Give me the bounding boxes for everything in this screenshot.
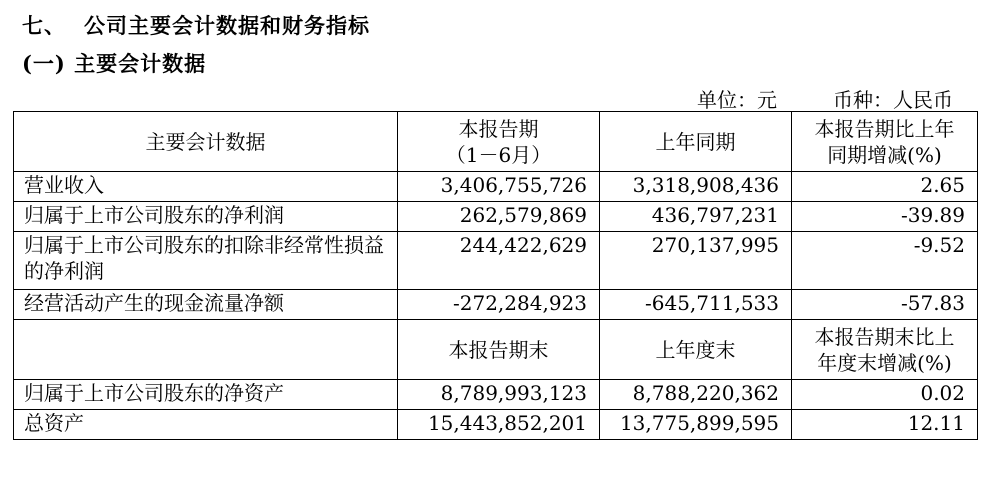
table-row	[14, 410, 978, 440]
prior-value: 270,137,995	[600, 232, 792, 290]
current-value: 3,406,755,726	[398, 172, 600, 202]
section-title: 公司主要会计数据和财务指标	[84, 13, 370, 38]
change-value: 12.11	[792, 410, 978, 440]
header-prior-period: 上年同期	[600, 112, 792, 172]
row-label: 总资产	[14, 410, 398, 440]
prior-value: -645,711,533	[600, 290, 792, 320]
accounting-data-table	[13, 111, 978, 440]
header-current-period	[398, 112, 600, 172]
table-header-row	[14, 112, 978, 172]
subheader-empty-cell	[14, 320, 398, 380]
change-value: 2.65	[792, 172, 978, 202]
section-heading	[22, 10, 370, 40]
change-value: -57.83	[792, 290, 978, 320]
subheader-change	[792, 320, 978, 380]
table-row	[14, 290, 978, 320]
header-current-period-line2: （1－6月）	[445, 142, 552, 167]
current-value: 8,789,993,123	[398, 380, 600, 410]
currency-label: 币种：人民币	[833, 88, 953, 112]
change-value: -9.52	[792, 232, 978, 290]
prior-value: 8,788,220,362	[600, 380, 792, 410]
subheader-prior-year-end: 上年度末	[600, 320, 792, 380]
table-row	[14, 172, 978, 202]
table-subheader-row	[14, 320, 978, 380]
section-number: 七、	[22, 13, 66, 38]
header-change	[792, 112, 978, 172]
current-value: 262,579,869	[398, 202, 600, 232]
header-change-line2: 同期增减(%)	[827, 142, 942, 167]
subsection-heading: (一) 主要会计数据	[22, 51, 207, 76]
current-value: -272,284,923	[398, 290, 600, 320]
subheader-change-line2: 年度末增减(%)	[817, 350, 952, 375]
header-change-line1: 本报告期比上年	[814, 116, 955, 141]
header-label: 主要会计数据	[14, 112, 398, 172]
row-label: 归属于上市公司股东的扣除非经常性损益的净利润	[14, 232, 398, 290]
subheader-change-line1: 本报告期末比上	[814, 324, 955, 349]
row-label: 营业收入	[14, 172, 398, 202]
prior-value: 3,318,908,436	[600, 172, 792, 202]
row-label: 归属于上市公司股东的净利润	[14, 202, 398, 232]
change-value: 0.02	[792, 380, 978, 410]
unit-label: 单位：元	[697, 88, 777, 112]
table-row	[14, 380, 978, 410]
current-value: 244,422,629	[398, 232, 600, 290]
change-value: -39.89	[792, 202, 978, 232]
prior-value: 436,797,231	[600, 202, 792, 232]
header-current-period-line1: 本报告期	[458, 116, 539, 141]
prior-value: 13,775,899,595	[600, 410, 792, 440]
table-row	[14, 202, 978, 232]
current-value: 15,443,852,201	[398, 410, 600, 440]
row-label: 经营活动产生的现金流量净额	[14, 290, 398, 320]
table-row	[14, 232, 978, 290]
row-label: 归属于上市公司股东的净资产	[14, 380, 398, 410]
subheader-period-end: 本报告期末	[398, 320, 600, 380]
